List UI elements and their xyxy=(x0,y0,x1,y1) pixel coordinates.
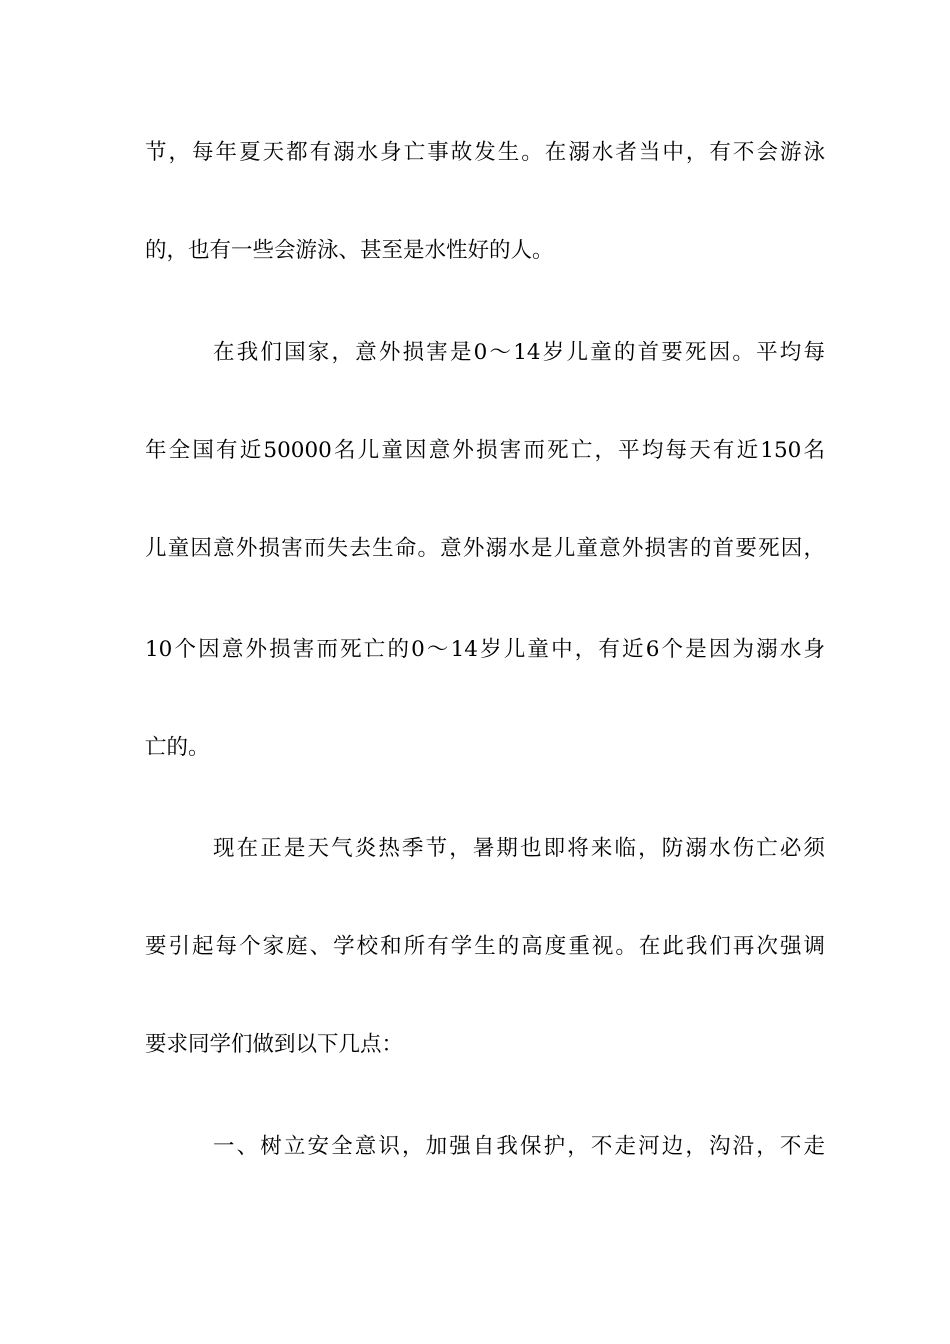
text-line-10: 要求同学们做到以下几点： xyxy=(145,1032,404,1057)
text-line-8: 现在正是天气炎热季节，暑期也即将来临，防溺水伤亡必须 xyxy=(213,836,825,861)
text-line-7: 亡的。 xyxy=(145,735,210,760)
text-line-5: 儿童因意外损害而失去生命。意外溺水是儿童意外损害的首要死因， xyxy=(145,536,825,561)
text-line-2: 的，也有一些会游泳、甚至是水性好的人。 xyxy=(145,238,554,263)
text-line-9: 要引起每个家庭、学校和所有学生的高度重视。在此我们再次强调 xyxy=(145,934,825,959)
text-line-1: 节，每年夏天都有溺水身亡事故发生。在溺水者当中，有不会游泳 xyxy=(145,140,825,165)
text-line-3: 在我们国家，意外损害是0～14岁儿童的首要死因。平均每 xyxy=(213,340,825,365)
text-line-11: 一、树立安全意识，加强自我保护，不走河边，沟沿，不走 xyxy=(213,1134,825,1159)
text-line-6: 10个因意外损害而死亡的0～14岁儿童中，有近6个是因为溺水身 xyxy=(145,637,825,662)
text-line-4: 年全国有近50000名儿童因意外损害而死亡，平均每天有近150名 xyxy=(145,438,825,463)
